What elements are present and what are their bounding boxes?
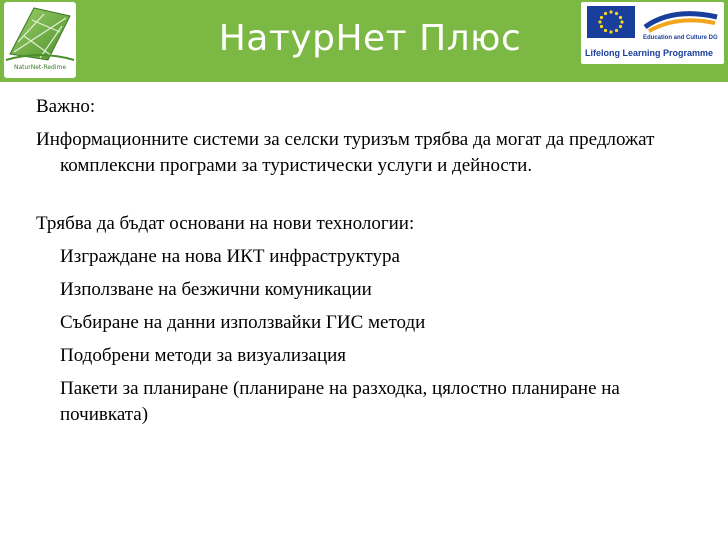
education-culture-icon xyxy=(643,5,719,35)
naturnet-logo-caption: NaturNet-Redime xyxy=(13,64,67,71)
list-item: Изграждане на нова ИКТ инфраструктура xyxy=(60,246,400,267)
body-heading: Важно: xyxy=(36,96,96,117)
eu-programme-logo xyxy=(581,2,724,64)
body-paragraph: Трябва да бъдат основани на нови технологии: xyxy=(36,213,415,234)
slide-title: НатурНет Плюс xyxy=(218,18,522,59)
lifelong-learning-text: Lifelong Learning Programme xyxy=(585,48,714,58)
naturnet-logo xyxy=(4,2,76,78)
list-item: Събиране на данни използвайки ГИС методи xyxy=(60,312,426,333)
list-item: Използване на безжични комуникации xyxy=(60,279,372,300)
body-paragraph: Информационните системи за селски туризъм трябва да могат да предложат комплексни програми за туристически услуги и дейности. xyxy=(36,129,655,176)
slide-body xyxy=(36,94,696,435)
list-item: Подобрени методи за визуализация xyxy=(60,345,347,366)
list-item: Пакети за планиране (планиране на разходка, цялостно планиране на почивката) xyxy=(60,378,620,425)
eu-flag-icon xyxy=(587,6,635,38)
header-bar xyxy=(0,0,728,82)
education-culture-text: Education and Culture DG xyxy=(643,35,718,41)
